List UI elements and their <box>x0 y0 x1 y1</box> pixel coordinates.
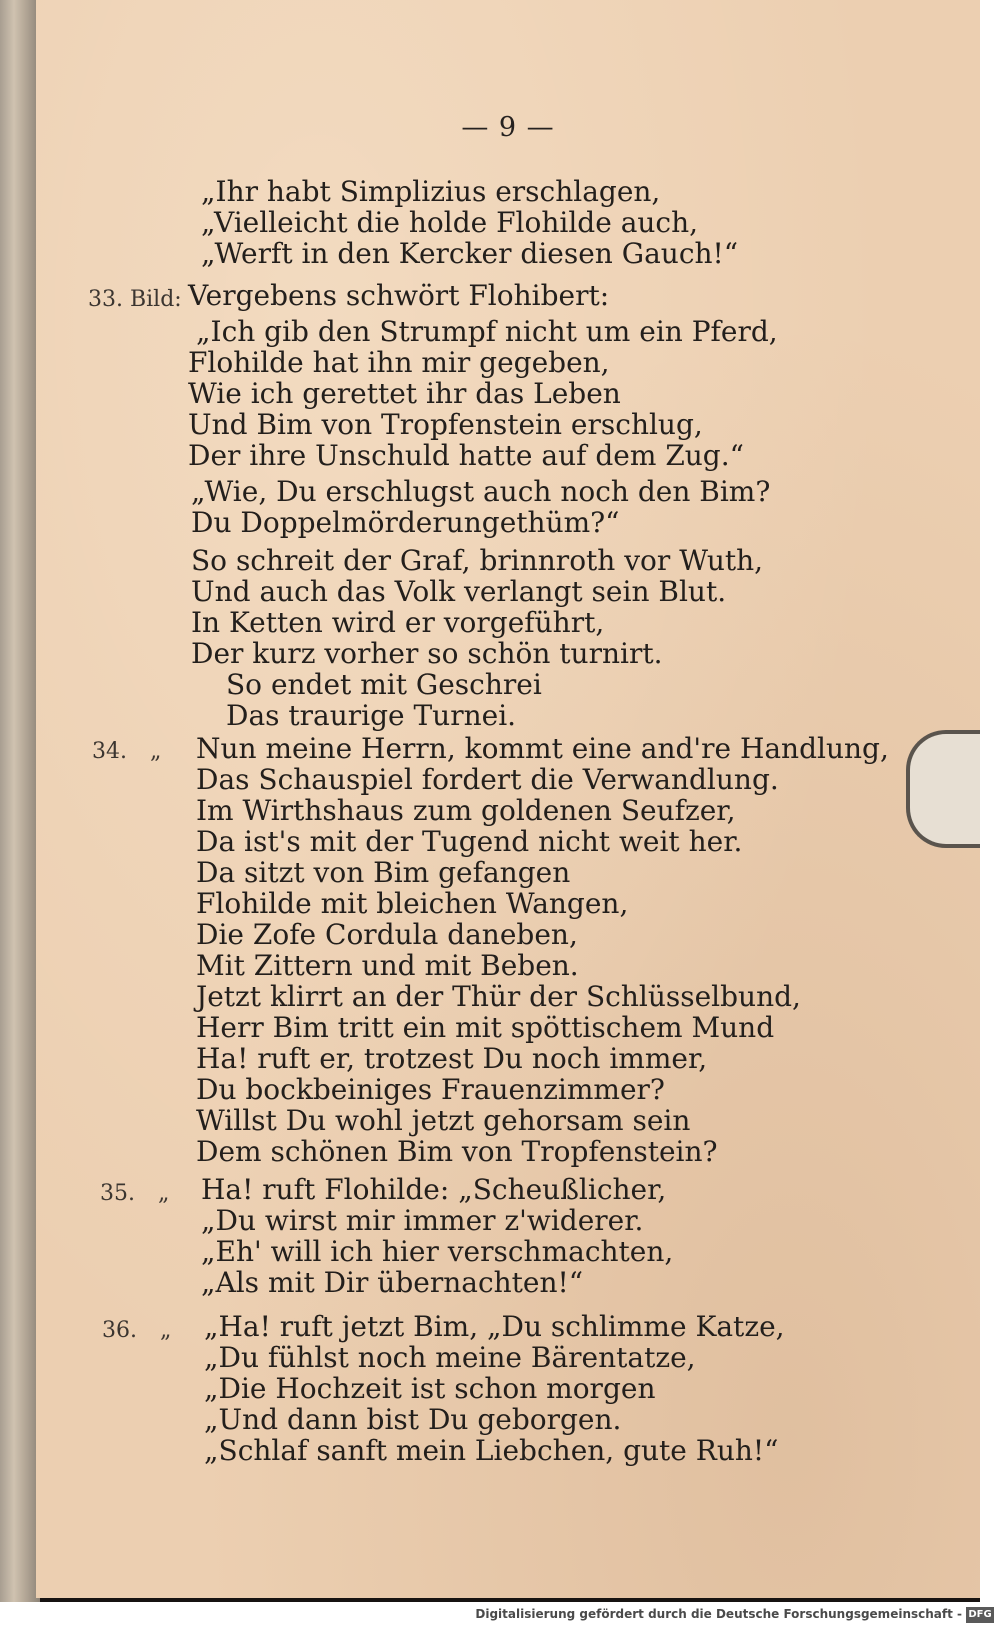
funding-credit: Digitalisierung gefördert durch die Deutsche Forschungsgemeinschaft - <box>475 1607 962 1621</box>
dfg-logo: DFG <box>966 1607 994 1623</box>
verse-line: Du bockbeiniges Frauenzimmer? <box>196 1073 665 1106</box>
page-number: — 9 — <box>461 112 555 143</box>
previous-leaf-edge <box>0 0 40 1602</box>
verse-line: Da ist's mit der Tugend nicht weit her. <box>196 825 743 858</box>
verse-line: So endet mit Geschrei <box>226 668 542 701</box>
digitization-footer <box>0 1603 1000 1628</box>
verse-line: „Schlaf sanft mein Liebchen, gute Ruh!“ <box>204 1434 779 1467</box>
paper-clip <box>906 730 980 848</box>
verse-line: Ha! ruft Flohilde: „Scheußlicher, <box>201 1173 667 1206</box>
verse-line: Und Bim von Tropfenstein erschlug, <box>188 408 703 441</box>
verse-line: Vergebens schwört Flohibert: <box>188 279 610 312</box>
verse-line: „Ich gib den Strumpf nicht um ein Pferd, <box>196 315 778 348</box>
verse-line: Herr Bim tritt ein mit spöttischem Mund <box>196 1011 775 1044</box>
verse-line: „Du wirst mir immer z'widerer. <box>201 1204 644 1237</box>
ditto-mark: „ <box>158 1181 170 1206</box>
verse-line: Nun meine Herrn, kommt eine and're Handlung, <box>196 732 889 765</box>
scene-number: 34. <box>92 739 127 764</box>
verse-line: Das traurige Turnei. <box>226 699 517 732</box>
scene-number: 33. Bild: <box>88 287 182 312</box>
verse-line: In Ketten wird er vorgeführt, <box>191 606 605 639</box>
ditto-mark: „ <box>160 1318 172 1343</box>
verse-line: „Du fühlst noch meine Bärentatze, <box>204 1341 696 1374</box>
verse-line: Wie ich gerettet ihr das Leben <box>188 377 621 410</box>
verse-line: „Ha! ruft jetzt Bim, „Du schlimme Katze, <box>204 1310 785 1343</box>
verse-line: Ha! ruft er, trotzest Du noch immer, <box>196 1042 708 1075</box>
verse-line: „Eh' will ich hier verschmachten, <box>201 1235 674 1268</box>
verse-line: Willst Du wohl jetzt gehorsam sein <box>196 1104 691 1137</box>
verse-line: „Und dann bist Du geborgen. <box>204 1403 622 1436</box>
verse-line: Mit Zittern und mit Beben. <box>196 949 579 982</box>
verse-line: Und auch das Volk verlangt sein Blut. <box>191 575 727 608</box>
verse-line: Da sitzt von Bim gefangen <box>196 856 571 889</box>
verse-line: „Als mit Dir übernachten!“ <box>201 1266 584 1299</box>
verse-line: „Werft in den Kercker diesen Gauch!“ <box>201 237 739 270</box>
verse-line: Flohilde mit bleichen Wangen, <box>196 887 629 920</box>
scene-number: 35. <box>100 1181 135 1206</box>
verse-line: „Die Hochzeit ist schon morgen <box>204 1372 656 1405</box>
verse-line: So schreit der Graf, brinnroth vor Wuth, <box>191 544 764 577</box>
verse-line: Dem schönen Bim von Tropfenstein? <box>196 1135 718 1168</box>
verse-line: Das Schauspiel fordert die Verwandlung. <box>196 763 779 796</box>
verse-line: Der kurz vorher so schön turnirt. <box>191 637 663 670</box>
verse-line: Die Zofe Cordula daneben, <box>196 918 578 951</box>
verse-line: Jetzt klirrt an der Thür der Schlüsselbund, <box>196 980 801 1013</box>
verse-line: „Wie, Du erschlugst auch noch den Bim? <box>191 475 771 508</box>
verse-line: Flohilde hat ihn mir gegeben, <box>188 346 610 379</box>
verse-line: Der ihre Unschuld hatte auf dem Zug.“ <box>188 439 744 472</box>
scene-number: 36. <box>102 1318 137 1343</box>
verse-line: Im Wirthshaus zum goldenen Seufzer, <box>196 794 736 827</box>
ditto-mark: „ <box>150 739 162 764</box>
verse-line: Du Doppelmörderungethüm?“ <box>191 506 620 539</box>
book-page <box>36 0 980 1598</box>
verse-line: „Vielleicht die holde Flohilde auch, <box>201 206 699 239</box>
verse-line: „Ihr habt Simplizius erschlagen, <box>201 175 661 208</box>
